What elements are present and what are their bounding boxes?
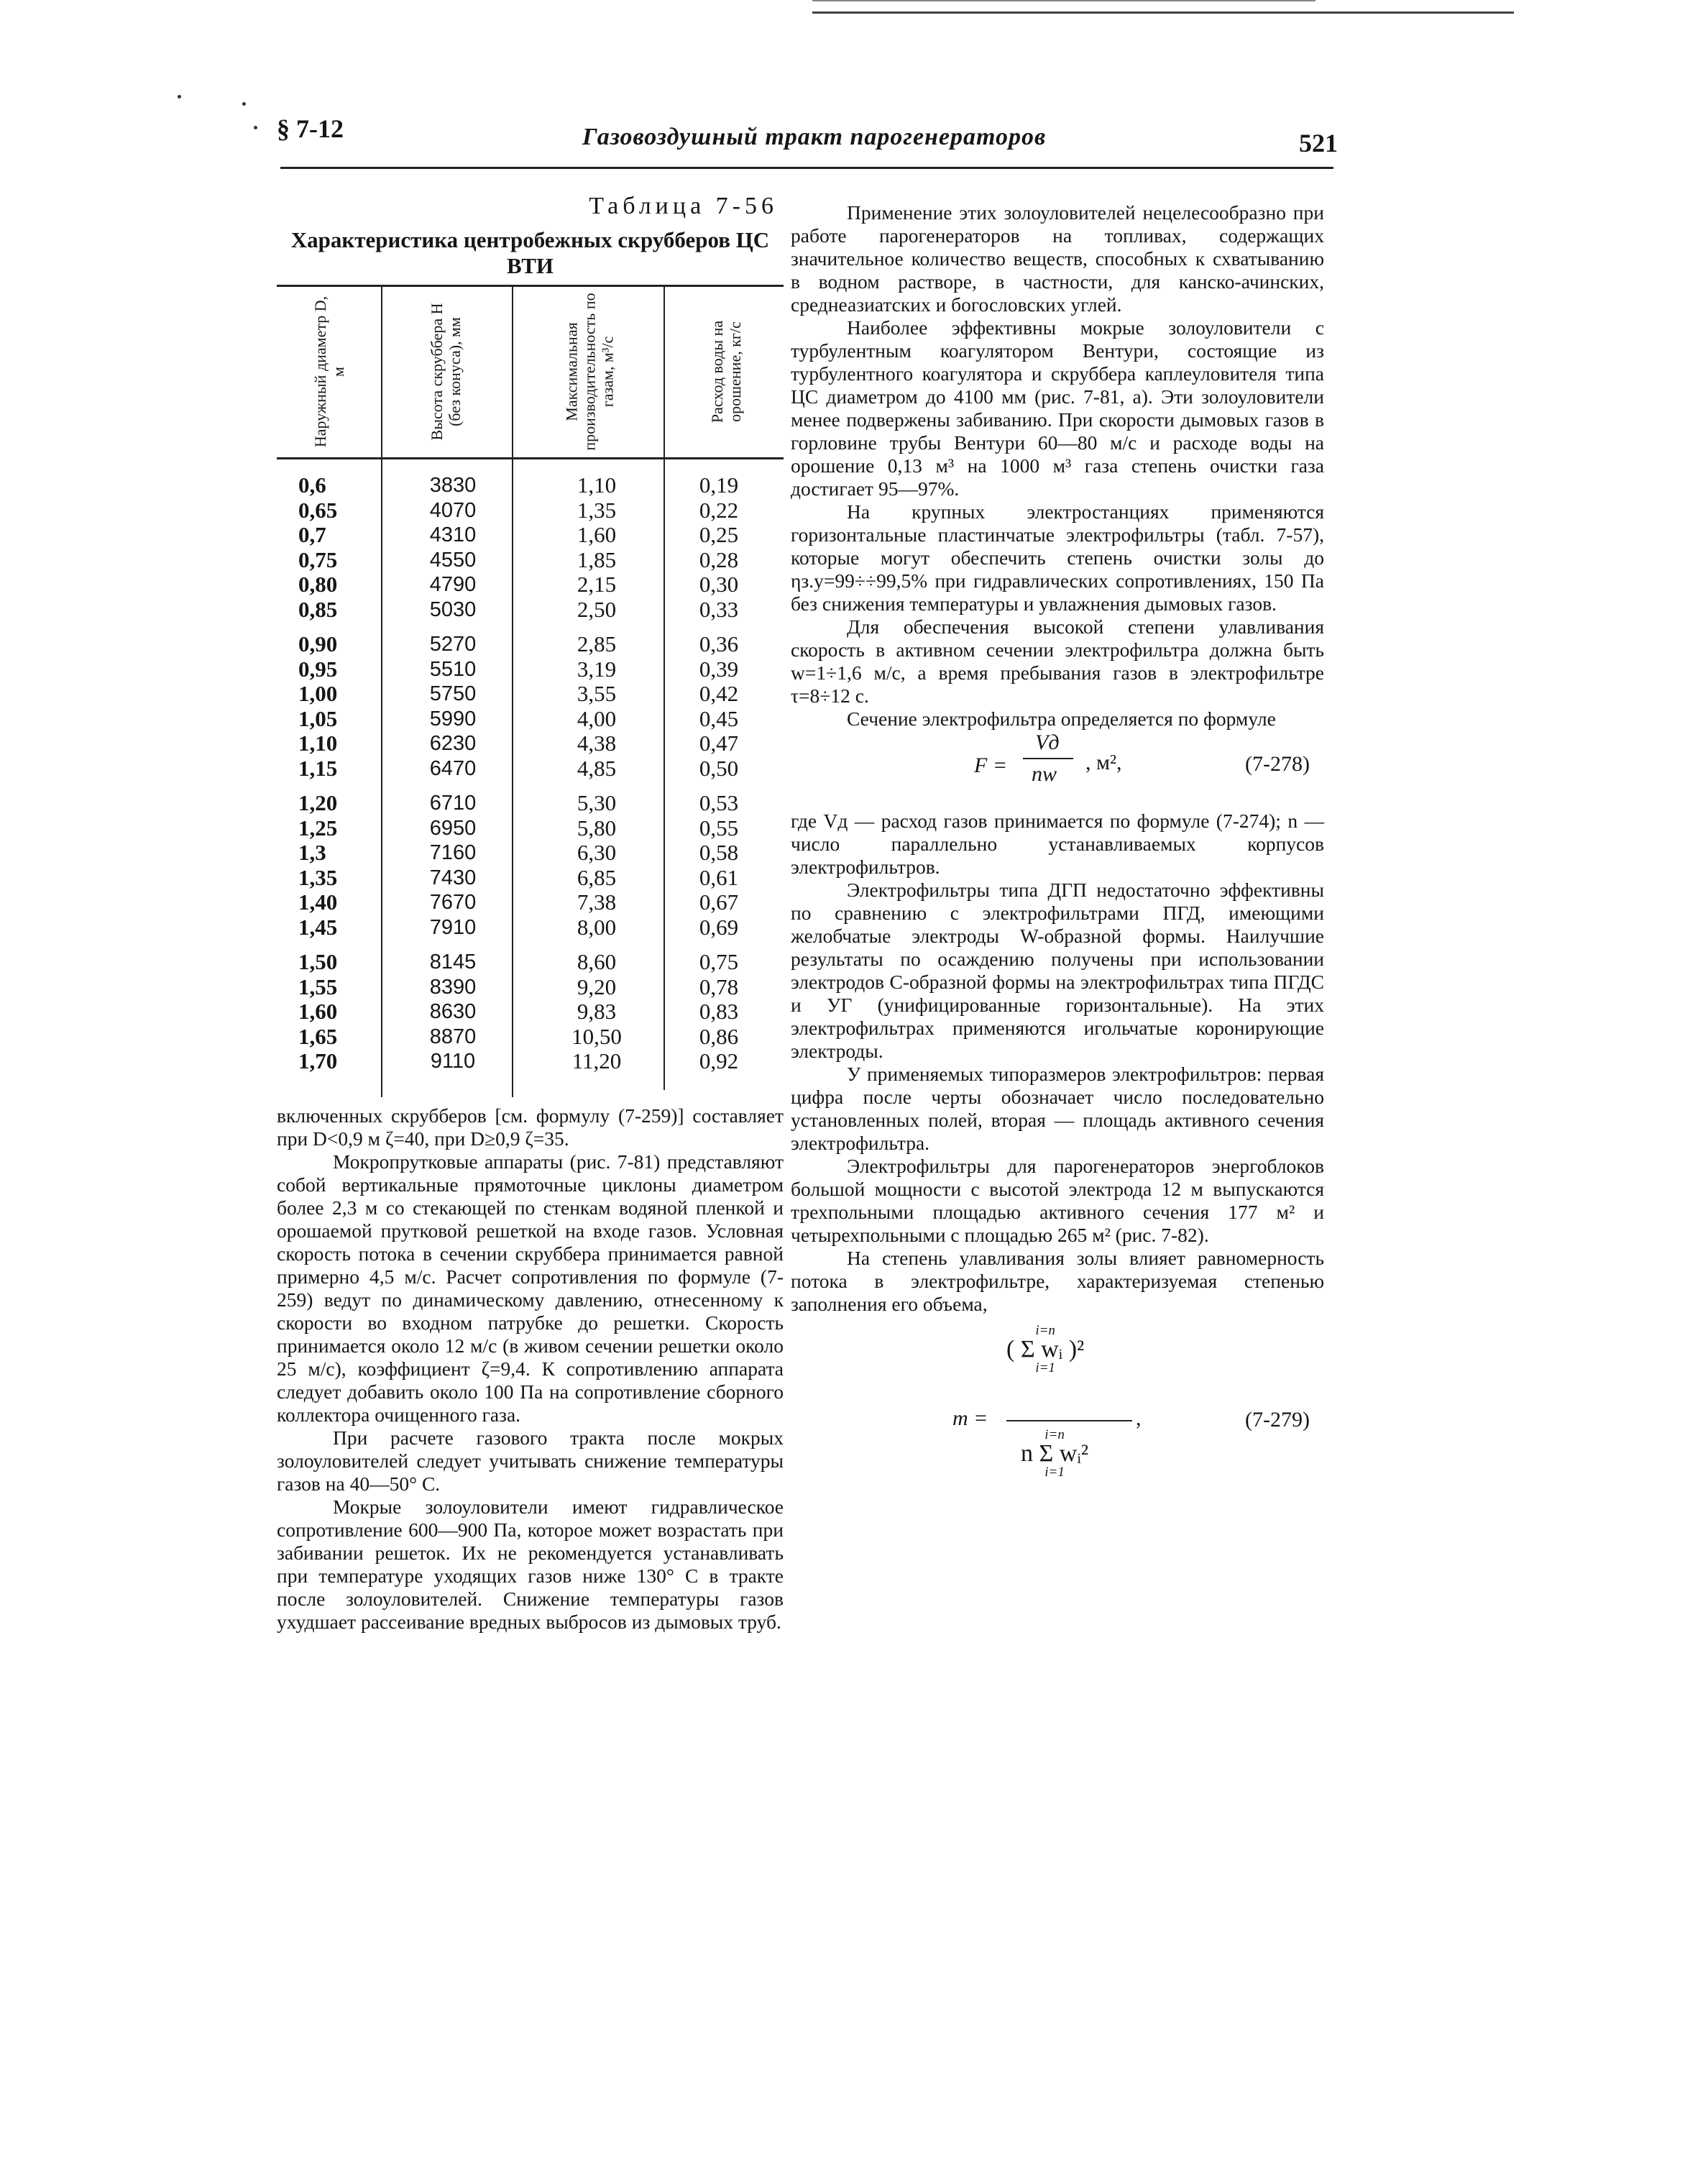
paragraph: Электрофильтры типа ДГП недостаточно эффективны по сравнению с электрофильтрами ПГД, имеющими желобчатые электроды W-образной формы. Наилучшие результаты по осаждению получены при использовании электродов С-образной формы на электрофильтрах типа ПГДС и УГ (унифицированные горизонтальные). На этих электрофильтрах применяются игольчатые коронирующие электроды. (791, 879, 1324, 1062)
table-cell: 0,55 (699, 815, 739, 841)
group-gap (298, 781, 337, 791)
formula-7-278 (791, 731, 1324, 810)
table-cell: 5,30 (577, 790, 617, 815)
column-divider (381, 285, 382, 1097)
header-rule (280, 167, 1333, 169)
diameter-column (298, 473, 337, 1074)
column-divider (512, 285, 513, 1097)
table-cell: 8,00 (577, 914, 617, 940)
page-number: 521 (1299, 129, 1338, 157)
table-cell: 8870 (429, 1025, 477, 1048)
running-title: Газовоздушный тракт парогенераторов (582, 124, 1047, 150)
left-column (277, 193, 784, 1634)
table-title: Характеристика центробежных скрубберов ЦС ВТИ (290, 227, 770, 278)
table-cell: 4,85 (577, 755, 617, 781)
table-cell: 8390 (429, 975, 477, 999)
group-gap (561, 781, 633, 791)
paragraph: На степень улавливания золы влияет равномерность потока в электрофильтре, характеризуемая степенью заполнения его объема, (791, 1247, 1324, 1315)
formula-comma: , (1136, 1406, 1142, 1430)
group-gap (298, 940, 337, 950)
table-cell: 0,30 (699, 572, 739, 597)
column-header: Максимальная производительность по газам, м³/с (562, 292, 617, 451)
table-cell: 5750 (429, 682, 477, 705)
table-cell: 0,28 (699, 546, 739, 572)
column-divider (664, 285, 665, 1090)
table-cell: 0,65 (298, 497, 338, 523)
table-cell: 0,53 (699, 790, 739, 815)
paragraph: Применение этих золоуловителей нецелесообразно при работе парогенераторов на топливах, содержащих значительное количество веществ, способных к схватыванию в водном растворе, в частности, для канско-ачинских, среднеазиатских и богословских углей. (791, 201, 1324, 316)
table-caption: Таблица 7-56 (589, 193, 778, 219)
section-number: § 7-12 (277, 114, 344, 143)
equation-number: (7-278) (1245, 752, 1310, 776)
scan-speck (254, 126, 257, 129)
table-cell: 1,65 (298, 1023, 338, 1049)
table-cell: 0,75 (298, 546, 338, 572)
column-header: Наружный диаметр D, м (311, 296, 347, 447)
equation-number: (7-279) (1245, 1408, 1310, 1432)
group-gap (421, 622, 485, 632)
table-top-rule (277, 285, 784, 287)
paragraph: Сечение электрофильтра определяется по формуле (847, 707, 1276, 730)
table-cell: 1,40 (298, 889, 338, 915)
group-gap (421, 940, 485, 950)
table-cell: 5030 (429, 597, 477, 621)
table-cell: 1,45 (298, 914, 338, 940)
table-cell: 7910 (429, 915, 477, 939)
table-cell: 5510 (429, 657, 477, 681)
table-cell: 0,6 (298, 472, 326, 498)
fraction-bar (1023, 758, 1073, 759)
table-cell: 3,19 (577, 656, 617, 682)
page-header (277, 114, 1341, 157)
paragraph: На крупных электростанциях применяются горизонтальные пластинчатые электрофильтры (табл. 7-57), которые могут обеспечить степень очистки золы до ηз.у=99÷÷99,5% при гидравлических сопротивлениях, 150 Па без снижения температуры и увлажнения дымовых газов. (791, 500, 1324, 615)
table-cell: 0,85 (298, 596, 338, 622)
table-cell: 0,95 (298, 656, 338, 682)
scan-speck (178, 95, 181, 99)
table-cell: 0,50 (699, 755, 739, 781)
scan-artifact-line (812, 0, 1316, 1)
table-cell: 5270 (429, 633, 477, 656)
table-cell: 7430 (429, 866, 477, 889)
table-cell: 3,55 (577, 681, 617, 706)
group-gap (421, 781, 485, 791)
formula-denominator: i=n n Σ wᵢ² i=1 (1021, 1427, 1089, 1480)
table-cell: 3830 (429, 474, 477, 497)
table-cell: 0,67 (699, 889, 739, 915)
table-cell: 6,85 (577, 864, 617, 890)
paragraph: При расчете газового тракта после мокрых золоуловителей следует учитывать снижение температуры газов на 40—50° С. (277, 1426, 784, 1495)
table-cell: 0,33 (699, 596, 739, 622)
formula-lhs: m = (952, 1406, 988, 1430)
table-cell: 7670 (429, 891, 477, 914)
table-cell: 4070 (429, 498, 477, 522)
table-cell: 0,45 (699, 705, 739, 731)
table-cell: 1,55 (298, 974, 338, 999)
fraction-bar (1006, 1420, 1132, 1421)
table-cell: 6950 (429, 816, 477, 840)
formula-lhs: F = (974, 754, 1008, 777)
table-cell: 1,60 (298, 999, 338, 1024)
table-cell: 6230 (429, 732, 477, 755)
table-cell: 1,35 (577, 497, 617, 523)
table-cell: 9,83 (577, 999, 617, 1024)
table-cell: 1,15 (298, 755, 338, 781)
table-cell: 0,47 (699, 731, 739, 756)
column-header: Высота скруббера H (без конуса), мм (428, 303, 464, 440)
table-cell: 0,39 (699, 656, 739, 682)
paragraph: включенных скрубберов [см. формулу (7-259)] составляет при D<0,9 м ζ=40, при D≥0,9 ζ=35. (277, 1104, 784, 1150)
table-cell: 5,80 (577, 815, 617, 841)
table-cell: 10,50 (571, 1023, 622, 1049)
paragraph: Наиболее эффективны мокрые золоуловители с турбулентным коагулятором Вентури, состоящие из турбулентного коагулятора и скруббера каплеуловителя типа ЦС диаметром до 4100 мм (рис. 7-81, а). Эти золоуловители менее подвержены забиванию. При скорости дымовых газов в горловине трубы Вентури 60—80 м/с и расходе воды на орошение 0,13 м³ на 1000 м³ газа степень очистки газа достигает 95—97%. (791, 316, 1324, 500)
formula-numerator: Vд (1035, 731, 1060, 754)
right-column (791, 201, 1324, 1517)
table-cell: 0,19 (699, 472, 739, 498)
formula-7-279 (791, 1323, 1324, 1517)
table-cell: 1,85 (577, 546, 617, 572)
table-cell: 1,25 (298, 815, 338, 841)
scan-speck (242, 102, 246, 106)
table-cell: 0,69 (699, 914, 739, 940)
group-gap (561, 622, 633, 632)
table-cell: 2,15 (577, 572, 617, 597)
table-cell: 1,3 (298, 840, 326, 865)
scrubber-table (277, 285, 784, 1097)
paragraph: У применяемых типоразмеров электрофильтров: первая цифра после черты обозначает число последовательно установленных полей, вторая — площадь активного сечения электрофильтра. (791, 1063, 1324, 1154)
table-cell: 8,60 (577, 949, 617, 974)
group-gap (683, 781, 755, 791)
table-cell: 0,25 (699, 522, 739, 547)
scan-artifact-line (812, 12, 1514, 14)
column-header: Расход воды на орошение, кг/с (708, 320, 744, 423)
table-cell: 1,35 (298, 864, 338, 890)
paragraph: Для обеспечения высокой степени улавливания скорость в активном сечении электрофильтра должна быть w=1÷1,6 м/с, а время пребывания газов в электрофильтре τ=8÷12 с. (791, 615, 1324, 707)
table-cell: 0,61 (699, 864, 739, 890)
formula-unit: , м², (1085, 751, 1122, 774)
table-cell: 0,83 (699, 999, 739, 1024)
table-cell: 0,75 (699, 949, 739, 974)
table-cell: 8630 (429, 1000, 477, 1023)
table-cell: 11,20 (571, 1048, 622, 1073)
table-cell: 0,36 (699, 631, 739, 656)
table-cell: 1,70 (298, 1048, 338, 1073)
table-cell: 7,38 (577, 889, 617, 915)
table-cell: 0,58 (699, 840, 739, 865)
table-cell: 6710 (429, 792, 477, 815)
water-flow-column (683, 473, 755, 1074)
table-cell: 1,60 (577, 522, 617, 547)
table-cell: 0,7 (298, 522, 326, 547)
paragraph: Мокропрутковые аппараты (рис. 7-81) представляют собой вертикальные прямоточные циклоны диаметром более 2,3 м со стекающей по стенкам водяной пленкой и орошаемой прутковой решеткой на входе газов. Условная скорость потока в сечении скруббера принимается равной примерно 4,5 м/с. Расчет сопротивления по формуле (7-259) ведут по динамическому давлению, отнесенному к скорости во входном патрубке до решетки. Скорость принимается около 12 м/с (в живом сечении решетки около 25 м/с), коэффициент ζ=9,4. К сопротивлению аппарата следует добавить около 100 Па на сопротивление сборного коллектора очищенного газа. (277, 1150, 784, 1426)
table-cell: 1,50 (298, 949, 338, 974)
table-cell: 7160 (429, 841, 477, 864)
table-cell: 5990 (429, 707, 477, 731)
table-cell: 2,85 (577, 631, 617, 656)
table-cell: 1,05 (298, 705, 338, 731)
formula-numerator: i=n ( Σ wᵢ )² i=1 (1006, 1323, 1085, 1375)
table-cell: 4550 (429, 548, 477, 572)
table-cell: 6,30 (577, 840, 617, 865)
table-cell: 9,20 (577, 974, 617, 999)
table-cell: 1,10 (577, 472, 617, 498)
table-cell: 4,38 (577, 731, 617, 756)
table-cell: 6470 (429, 756, 477, 780)
paragraph: Мокрые золоуловители имеют гидравлическое сопротивление 600—900 Па, которое может возрастать при забивании решеток. Их не рекомендуется устанавливать при температуре уходящих газов ниже 130° С в тракте после золоуловителей. Снижение температуры газов ухудшает рассеивание вредных выбросов из дымовых труб. (277, 1496, 784, 1633)
table-cell: 0,90 (298, 631, 338, 656)
table-cell: 0,78 (699, 974, 739, 999)
paragraph: Электрофильтры для парогенераторов энергоблоков большой мощности с высотой электрода 12 м выпускаются трехпольными площадью активного сечения 177 м² и четырехпольными с площадью 265 м² (рис. 7-82). (791, 1155, 1324, 1246)
group-gap (683, 622, 755, 632)
table-header-rule (277, 457, 784, 459)
capacity-column (561, 473, 633, 1074)
table-cell: 1,10 (298, 731, 338, 756)
formula-denominator: nw (1032, 762, 1057, 786)
table-cell: 0,80 (298, 572, 338, 597)
table-cell: 0,86 (699, 1023, 739, 1049)
table-cell: 9110 (430, 1050, 476, 1073)
group-gap (683, 940, 755, 950)
paragraph: где Vд — расход газов принимается по формуле (7-274); n — число параллельно устанавливаемых корпусов электрофильтров. (791, 810, 1324, 878)
group-gap (298, 622, 337, 632)
table-cell: 0,42 (699, 681, 739, 706)
table-cell: 1,00 (298, 681, 338, 706)
table-cell: 4310 (429, 523, 477, 546)
table-cell: 0,92 (699, 1048, 739, 1073)
table-cell: 0,22 (699, 497, 739, 523)
table-cell: 4,00 (577, 705, 617, 731)
table-cell: 1,20 (298, 790, 338, 815)
height-column (421, 473, 485, 1074)
group-gap (561, 940, 633, 950)
table-cell: 2,50 (577, 596, 617, 622)
table-cell: 4790 (429, 573, 477, 596)
table-cell: 8145 (429, 951, 477, 974)
